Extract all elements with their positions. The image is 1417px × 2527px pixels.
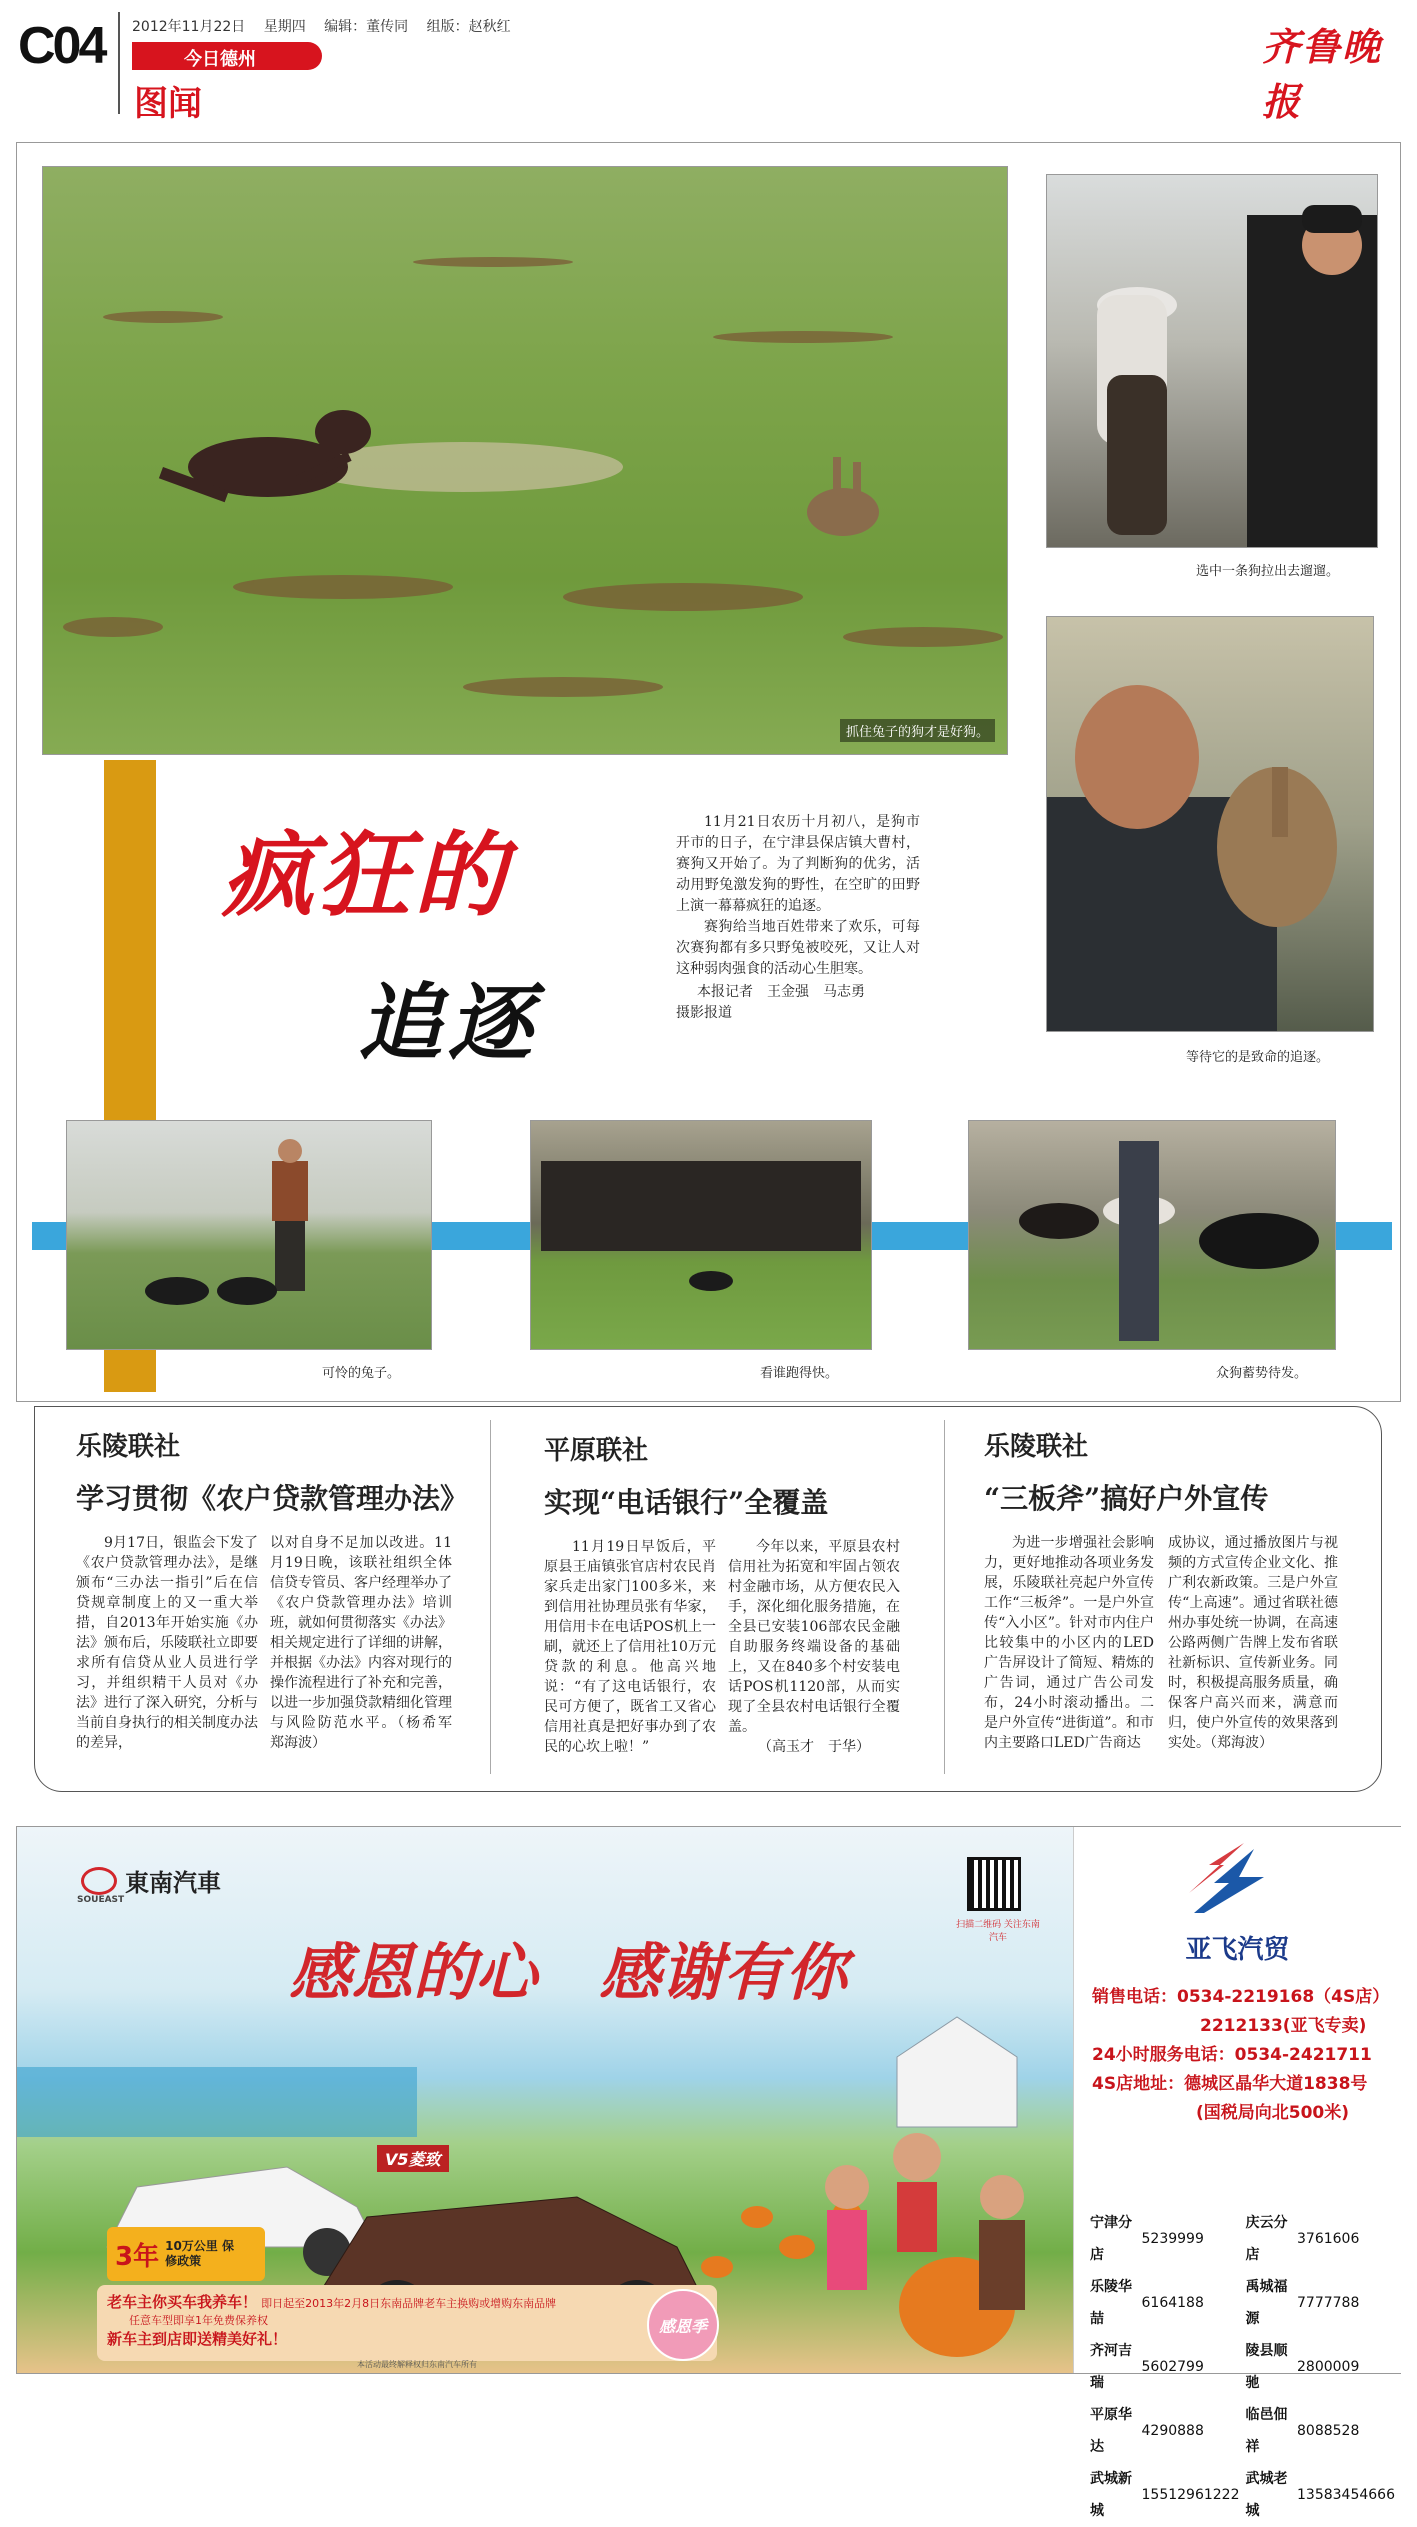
soueast-emblem-icon	[81, 1867, 117, 1895]
news-divider-2	[944, 1420, 945, 1774]
promo-1-detail: 即日起至2013年2月8日东南品牌老车主换购或增购东南品牌	[261, 2297, 557, 2310]
feature-title-line1: 疯狂的	[222, 821, 511, 929]
branch-row	[1090, 2335, 1401, 2399]
sales-phone-1: 0534-2219168（4S店）	[1177, 1987, 1390, 2007]
photo-crowd-scene	[531, 1121, 871, 1349]
branch-phone: 3761606	[1297, 2231, 1360, 2247]
hare	[807, 457, 879, 536]
caption-strip-2: 看谁跑得快。	[760, 1366, 839, 1381]
ad-brand: 東南汽車	[125, 1868, 221, 1897]
photo-man-hare	[1046, 616, 1374, 1032]
news-1-col1: 9月17日，银监会下发了《农户贷款管理办法》，是继颁布“三办法一指引”后在信贷规章制度上的又一重大举措，自2013年开始实施《办法》颁布后，乐陵联社立即要求所有信贷从业人员进行学习，并组织精干人员对《办法》进行了深入研究，分析与当前自身执行的相关制度办法的差异，	[76, 1535, 258, 1751]
branch-name: 宁津分店	[1090, 2215, 1132, 2263]
warranty-years: 3年	[115, 2241, 160, 2272]
dealer-panel	[1073, 1827, 1401, 2519]
promo-strip	[97, 2285, 717, 2361]
running-dog	[159, 410, 371, 502]
main-photo-scene	[43, 167, 1007, 754]
branch-row	[1090, 2463, 1401, 2527]
news-item-2	[544, 1430, 934, 1757]
photo-dogs-waiting	[968, 1120, 1336, 1350]
dealer-name: 亚飞汽贸	[1185, 1935, 1290, 1965]
news-3-col1: 为进一步增强社会影响力，更好地推动各项业务发展，乐陵联社亮起户外宣传工作“三板斧”。一是户外宣传“入小区”。针对市内住户比较集中的小区内的LED广告屏设计了简短、精炼的广告词，通过广告公司发布，24小时滚动播出。二是户外宣传“进街道”。和市内主要路口LED广告商达	[984, 1535, 1154, 1751]
sales-phone-2: 2212133(亚飞专卖)	[1200, 2016, 1367, 2036]
promo-2: 任意车型即享1年免费保养权	[129, 2314, 268, 2327]
sales-label: 销售电话：	[1092, 1987, 1177, 2007]
byline-2: 摄影报道	[676, 1005, 732, 1021]
byline: 本报记者 王金强 马志勇	[697, 984, 865, 1000]
caption-top-right: 选中一条狗拉出去遛遛。	[1196, 564, 1340, 579]
news-2-col1: 11月19日早饭后，平原县王庙镇张官店村农民肖家兵走出家门100多米，来到信用社协理员张有华家，用信用卡在电话POS机上一刷，就还上了信用社10万元贷款的利息。他高兴地说：“有了这电话银行，农民可方便了，既省工又省心信用社真是把好事办到了农民的心坎上啦！”	[544, 1539, 716, 1755]
photo-dog-led-scene	[1047, 175, 1377, 547]
masthead-divider	[118, 12, 120, 114]
news-3-title: “三板斧”搞好户外宣传	[984, 1482, 1269, 1515]
yafei-logo-icon	[1184, 1843, 1274, 1919]
car-advertisement	[16, 1826, 1401, 2519]
car-badge: V5菱致	[377, 2145, 449, 2172]
branch-phone: 5602799	[1141, 2359, 1204, 2375]
caption-strip-3: 众狗蓄势待发。	[1216, 1366, 1308, 1381]
news-item-1	[76, 1426, 476, 1753]
news-divider-1	[490, 1420, 491, 1774]
branch-name: 禹城福源	[1245, 2279, 1288, 2327]
news-item-3	[984, 1426, 1374, 1753]
address-label: 4S店地址：	[1092, 2074, 1185, 2094]
ad-slogan: 感恩的心 感谢有你	[289, 1936, 848, 2009]
issue-date: 2012年11月22日	[132, 19, 246, 35]
dealer-contacts	[1092, 1983, 1392, 2128]
address-note: (国税局向北500米)	[1196, 2103, 1350, 2123]
photo-dogs-waiting-scene	[969, 1121, 1335, 1349]
page-code: C04	[18, 17, 105, 75]
branch-name: 陵县顺驰	[1245, 2343, 1288, 2391]
service-phone: 0534-2421711	[1234, 2045, 1372, 2065]
photo-man-hare-scene	[1047, 617, 1373, 1031]
news-2-credit: （高玉才 于华）	[758, 1739, 870, 1755]
branch-phone: 13583454666	[1297, 2487, 1395, 2503]
intro-paragraph-1: 11月21日农历十月初八，是狗市开市的日子，在宁津县保店镇大曹村，赛狗又开始了。为了判断狗的优劣，活动用野兔激发狗的野性，在空旷的田野上演一幕幕疯狂的追逐。	[676, 814, 920, 914]
branch-phone: 4290888	[1141, 2423, 1204, 2439]
branch-phone: 5239999	[1141, 2231, 1204, 2247]
branch-phone: 6164188	[1141, 2295, 1204, 2311]
news-2-title: 实现“电话银行”全覆盖	[544, 1486, 829, 1519]
photo-man-dogs-scene	[67, 1121, 431, 1349]
section-tab: 今日德州	[132, 42, 322, 70]
photo-man-dogs	[66, 1120, 432, 1350]
promo-3: 新车主到店即送精美好礼！	[107, 2330, 288, 2348]
photo-crowd	[530, 1120, 872, 1350]
warranty-text: 10万公里 保修政策	[165, 2239, 234, 2268]
branch-name: 乐陵华喆	[1090, 2279, 1132, 2327]
promo-1: 老车主你买车我养车！	[107, 2293, 258, 2311]
caption-mid-right: 等待它的是致命的追逐。	[1186, 1050, 1330, 1065]
news-1-source: 乐陵联社	[76, 1432, 181, 1462]
branch-row	[1090, 2207, 1401, 2271]
newspaper-logo: 齐鲁晚报	[1262, 24, 1383, 124]
branch-phone: 7777788	[1297, 2295, 1360, 2311]
service-label: 24小时服务电话：	[1092, 2045, 1235, 2065]
intro-paragraph-2: 赛狗给当地百姓带来了欢乐，可每次赛狗都有多只野兔被咬死，又让人对这种弱肉强食的活动心生胆寒。	[676, 919, 920, 977]
caption-strip-1: 可怜的兔子。	[322, 1366, 401, 1381]
branch-row	[1090, 2399, 1401, 2463]
branch-phone: 8088528	[1297, 2423, 1360, 2439]
feature-title-line2: 追逐	[358, 973, 539, 1072]
branch-name: 齐河吉瑞	[1090, 2343, 1132, 2391]
soueast-logo	[81, 1863, 221, 1898]
season-badge: 感恩季	[647, 2289, 719, 2361]
news-2-col2: 今年以来，平原县农村信用社为拓宽和牢固占领农村金融市场，从方便农民入手，深化细化服务措施，在全县已安装106部农民金融自助服务终端设备的基础上，又在840多个村安装电话POS机1120部，从而实现了全县农村电话银行全覆盖。	[728, 1539, 900, 1735]
branch-phone: 15512961222	[1141, 2487, 1240, 2503]
qr-code-icon	[967, 1857, 1021, 1911]
branch-row	[1090, 2271, 1401, 2335]
qr-note: 扫描二维码 关注东南汽车	[956, 1920, 1040, 1943]
news-3-col2: 成协议，通过播放图片与视频的方式宣传企业文化、推广利农新政策。三是户外宣传“上高速”。通过省联社德州办事处统一协调，在高速公路两侧广告牌上发布省联社新标识、宣传新业务。同时，积极提高服务质量，确保客户高兴而来，满意而归，使户外宣传的效果落到实处。（郑海波）	[1168, 1535, 1338, 1751]
news-3-source: 乐陵联社	[984, 1432, 1089, 1462]
ad-fine-print: 本活动最终解释权归东南汽车所有	[357, 2360, 477, 2369]
layout-credit: 组版：赵秋红	[426, 19, 511, 35]
masthead-meta	[132, 16, 511, 36]
branch-name: 庆云分店	[1245, 2215, 1288, 2263]
ad-brand-en: SOUEAST	[77, 1895, 125, 1905]
editor-credit: 编辑：董传同	[324, 19, 409, 35]
issue-weekday: 星期四	[263, 19, 306, 35]
news-2-source: 平原联社	[544, 1436, 649, 1466]
caption-main: 抓住兔子的狗才是好狗。	[840, 719, 995, 742]
branch-table	[1090, 2207, 1401, 2527]
address: 德城区晶华大道1838号	[1184, 2074, 1368, 2094]
branch-phone: 2800009	[1297, 2359, 1360, 2375]
branch-name: 武城老城	[1245, 2471, 1288, 2519]
feature-intro	[676, 812, 920, 1024]
warranty-badge	[107, 2227, 265, 2281]
news-1-title: 学习贯彻《农户贷款管理办法》	[76, 1482, 469, 1515]
branch-name: 平原华达	[1090, 2407, 1132, 2455]
photo-dog-led	[1046, 174, 1378, 548]
main-photo	[42, 166, 1008, 755]
branch-name: 武城新城	[1090, 2471, 1132, 2519]
branch-name: 临邑佃祥	[1245, 2407, 1288, 2455]
news-1-col2: 以对自身不足加以改进。11月19日晚，该联社组织全体信贷专管员、客户经理举办了《农户贷款管理办法》培训班，就如何贯彻落实《办法》相关规定进行了详细的讲解，并根据《办法》内容对现行的操作流程进行了补充和完善，以进一步加强贷款精细化管理与风险防范水平。（杨希军 郑海波）	[270, 1535, 466, 1751]
section-title: 图闻	[134, 84, 202, 124]
